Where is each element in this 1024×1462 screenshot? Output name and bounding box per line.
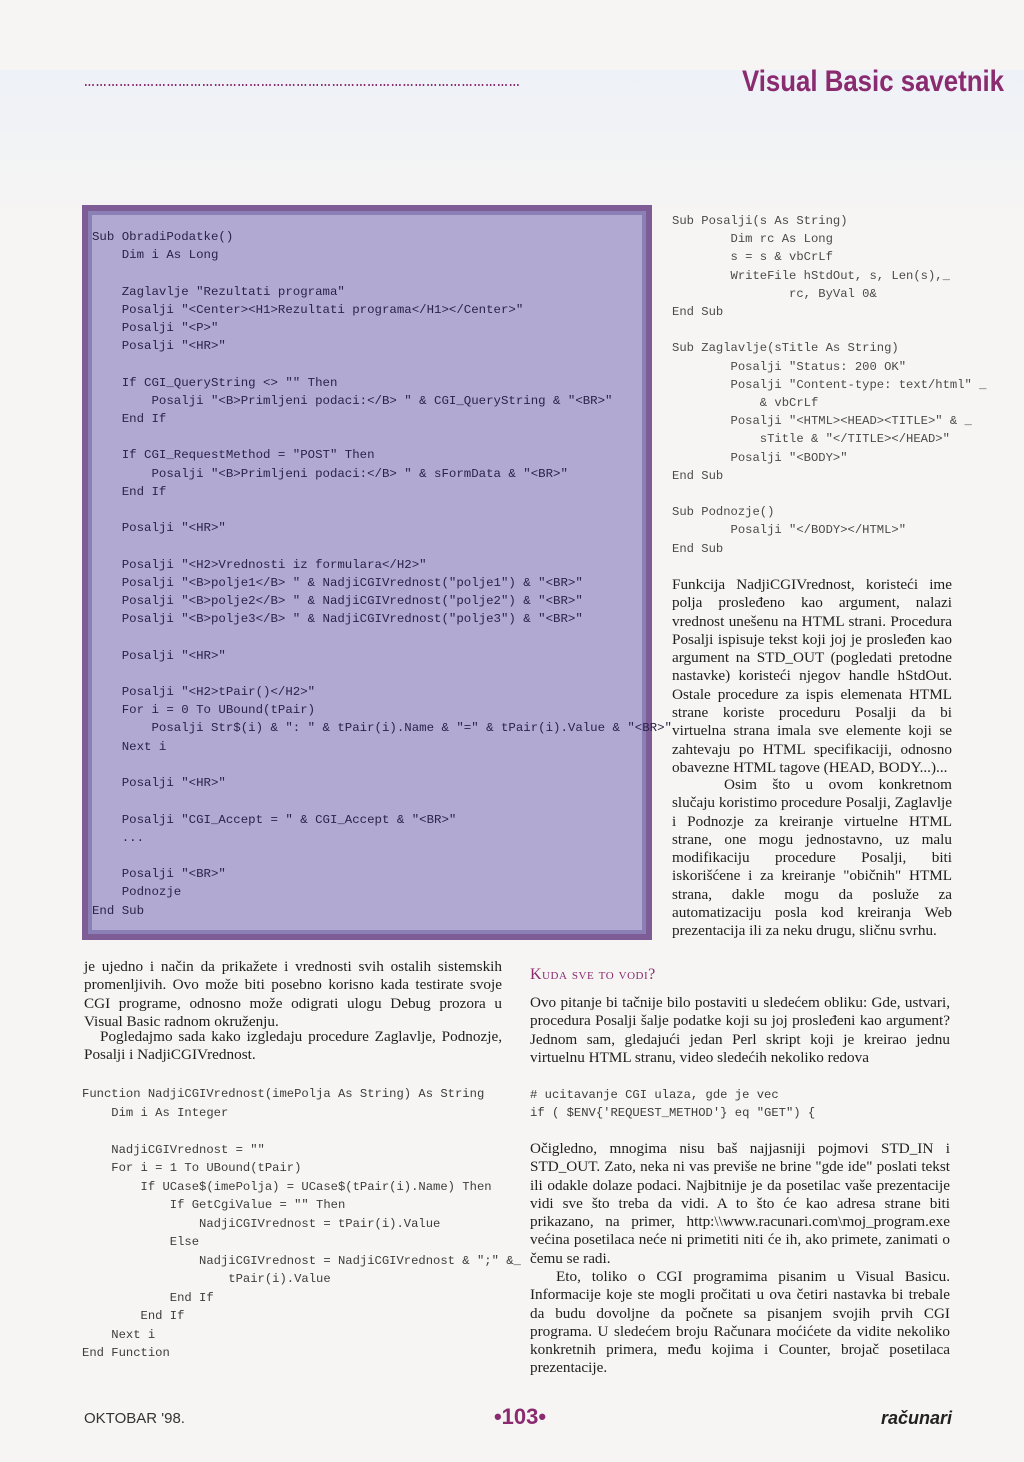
paragraph-system-variables: je ujedno i način da prikažete i vrednosti svih ostalih sistemskih promenljivih. Ovo može biti posebno korisno kada testirate svoje CGI programe, odnosno može odigrati ulogu Debug prozora u Visual Basic radnom okruženju. [84, 958, 502, 1030]
code-listing-procedures: Sub Posalji(s As String) Dim rc As Long s = s & vbCrLf WriteFile hStdOut, s, Len(s),_ rc, ByVal 0& End Sub Sub Zaglavlje(sTitle As String) Posalji "Status: 200 OK" Posalji "Content-type: text/html" _ & vbCrLf Posalji "<HTML><HEAD><TITLE>" & _ sTitle & "</TITLE></HEAD>" Posalji "<BODY>" End Sub Sub Podnozje() Posalji "</BODY></HTML>" End Sub [672, 214, 987, 556]
footer-date: OKTOBAR '98. [84, 1410, 185, 1427]
paragraph-question: Ovo pitanje bi tačnije bilo postaviti u sledećem obliku: Gde, ustvari, procedura Posalji šalje podatke koji su joj prosleđeni kao argument? Jednom sam, gledajući jedan Perl skript koji je kreirao jednu virtuelnu HTML stranu, video sledećih nekoliko redova [530, 994, 950, 1066]
code-listing-obradipodatke: Sub ObradiPodatke() Dim i As Long Zaglavlje "Rezultati programa" Posalji "<Center><H1>Rezultati programa</H1></Center>" Posalji "<P>" Posalji "<HR>" If CGI_QueryString <> "" Then Posalji "<B>Primljeni podaci:</B> " & CGI_QueryString & "<BR>" End If If CGI_RequestMethod = "POST" Then Posalji "<B>Primljeni podaci:</B> " & sFormData & "<BR>" End If Posalji "<HR>" Posalji "<H2>Vrednosti iz formulara</H2>" Posalji "<B>polje1</B> " & NadjiCGIVrednost("polje1") & "<BR>" Posalji "<B>polje2</B> " & NadjiCGIVrednost("polje2") & "<BR>" Posalji "<B>polje3</B> " & NadjiCGIVrednost("polje3") & "<BR>" Posalji "<HR>" Posalji "<H2>tPair()</H2>" For i = 0 To UBound(tPair) Posalji Str$(i) & ": " & tPair(i).Name & "=" & tPair(i).Value & "<BR>" Next i Posalji "<HR>" Posalji "CGI_Accept = " & CGI_Accept & "<BR>" ... Posalji "<BR>" Podnozje End Sub [92, 230, 672, 918]
paragraph-conclusion: Eto, toliko o CGI programima pisanim u Visual Basicu. Informacije koje ste mogli pročitati u ova četiri nastavka bi trebale da budu dovoljne da počnete sa pisanjem svojih prvih CGI programa. U sledećem broju Računara moćićete da vidite nekoliko konkretnih primera, među kojima i Counter, brojač posetilaca prezentacije. [530, 1268, 950, 1377]
paragraph-procedure-usage: Osim što u ovom konkretnom slučaju koristimo procedure Posalji, Zaglavlje i Podnozje za kreiranje virtuelne HTML strane, one mogu jednostavno, uz malu modifikaciju procedure Posalji, biti iskorišćene i za kreiranje "običnih" HTML strana, dakle mogu da posluže za automatizaciju posla kod kreiranja Web prezentacija ili za neku drugu, sličnu svrhu. [672, 776, 952, 940]
paragraph-procedures-intro: Pogledajmo sada kako izgledaju procedure Zaglavlje, Podnozje, Posalji i NadjiCGIVrednost. [84, 1028, 502, 1064]
section-title: Visual Basic savetnik [742, 65, 1004, 98]
magazine-name: računari [880, 1408, 952, 1428]
section-heading: Kuda sve to vodi? [530, 966, 656, 983]
header-dotted-rule: ………………………………………………………………………………………………… [84, 72, 521, 92]
page-number: •103• [493, 1404, 547, 1429]
paragraph-std-io: Očigledno, mnogima nisu baš najjasniji pojmovi STD_IN i STD_OUT. Zato, neka ni vas previše ne brine "gde ide" poslati tekst ili odakle dolaze podaci. Najbitnije je da posetilac vaše prezentacije vidi sve što treba da vidi. A to što će kao adresa strane biti prikazano, na primer, http:\\www.racunari.com\moj_program.exe većina posetilaca neće ni primetiti niti će ih, ako primete, zanimati o čemu se radi. [530, 1140, 950, 1267]
code-listing-nadjicgivrednost: Function NadjiCGIVrednost(imePolja As String) As String Dim i As Integer NadjiCGIVrednost = "" For i = 1 To UBound(tPair) If UCase$(imePolja) = UCase$(tPair(i).Name) Then If GetCgiValue = "" Then NadjiCGIVrednost = tPair(i).Value Else NadjiCGIVrednost = NadjiCGIVrednost & ";" &_ tPair(i).Value End If End If Next i End Function [82, 1087, 521, 1360]
code-listing-perl: # ucitavanje CGI ulaza, gde je vec if ( $ENV{'REQUEST_METHOD'} eq "GET") { [530, 1088, 816, 1121]
paragraph-nadjicgivrednost: Funkcija NadjiCGIVrednost, koristeći ime polja prosleđeno kao argument, nalazi vrednost unešenu na HTML strani. Procedura Posalji ispisuje tekst koji joj je prosleđen kao argument na STD_OUT (pogledati pretodne nastavke) koristeći njegov handle hStdOut. Ostale procedure za ispis elemenata HTML strane koriste proceduru Posalji da bi virtuelna strana imala sve elemente koji se zahtevaju po HTML specifikaciji, odnosno obavezne HTML tagove (HEAD, BODY...)... [672, 576, 952, 776]
